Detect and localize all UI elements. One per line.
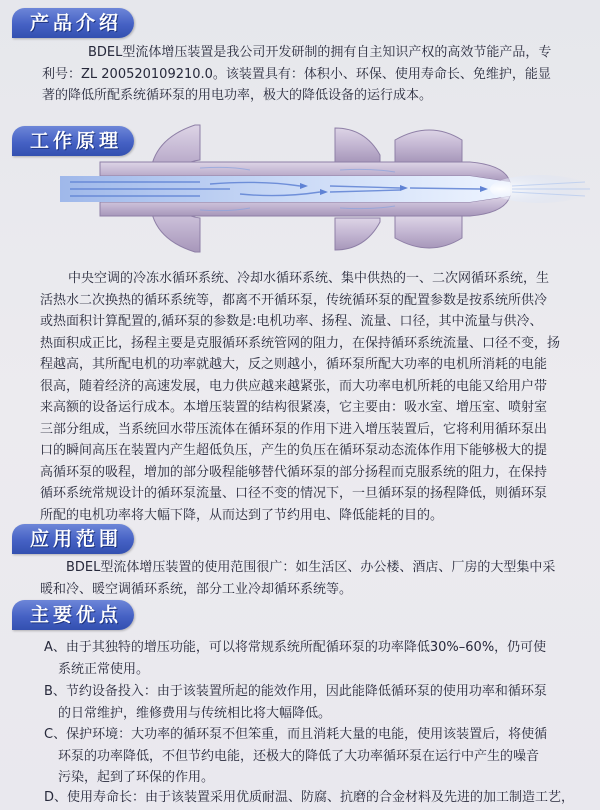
advantage-line: B、节约设备投入：由于该装置所起的能效作用，因此能降低循环泵的使用功率和循环泵 bbox=[44, 684, 547, 699]
section-heading-product-intro: 产品介绍 bbox=[12, 8, 134, 38]
advantage-line: A、由于其独特的增压功能，可以将常规系统所配循环泵的功率降低30%–60%，仍可使 bbox=[44, 640, 547, 655]
section-heading-application-scope: 应用范围 bbox=[12, 524, 134, 554]
product-intro-line: 著的降低所配系统循环泵的用电功率，极大的降低设备的运行成本。 bbox=[42, 88, 433, 103]
application-scope-text bbox=[40, 557, 580, 600]
working-principle-line: 三部分组成，当系统回水带压流体在循环泵的作用下进入增压装置后，它将利用循环泵出 bbox=[40, 421, 548, 437]
working-principle-line: 来高额的设备运行成本。本增压装置的结构很紧凑，它主要由：吸水室、增压室、喷射室 bbox=[40, 400, 548, 415]
booster-device-cross-section-icon bbox=[0, 110, 600, 260]
product-intro-text bbox=[42, 42, 580, 107]
advantage-line: 污染，起到了环保的作用。 bbox=[58, 770, 215, 785]
section-heading-working-principle: 工作原理 bbox=[12, 126, 134, 156]
advantage-line: 的日常维护，维修费用与传统相比将大幅降低。 bbox=[58, 705, 332, 721]
advantage-line: 系统正常使用。 bbox=[58, 661, 150, 677]
product-intro-line: 利号：ZL 200520109210.0。该装置具有：体积小、环保、使用寿命长、免维护，能显 bbox=[42, 66, 551, 82]
advantage-item-b bbox=[44, 681, 584, 724]
advantage-item-d bbox=[44, 787, 584, 809]
application-scope-line: BDEL型流体增压装置的使用范围很广：如生活区、办公楼、酒店、厂房的大型集中采 bbox=[66, 560, 556, 575]
advantage-item-a bbox=[44, 637, 584, 680]
working-principle-line: 或热面积计算配置的,循环泵的参数是:电机功率、扬程、流量、口径，其中流量与供冷、 bbox=[40, 314, 543, 329]
working-principle-line: 很高，随着经济的高速发展，电力供应越来越紧张，而大功率电机所耗的电能又给用户带 bbox=[40, 378, 548, 394]
working-principle-line: 高循环泵的吸程，增加的部分吸程能够替代循环泵的部分扬程而克服系统的阻力，在保持 bbox=[40, 464, 548, 480]
advantage-line: D、使用寿命长：由于该装置采用优质耐温、防腐、抗磨的合金材料及先进的加工制造工艺， bbox=[44, 790, 575, 805]
working-principle-text bbox=[40, 268, 580, 526]
working-principle-line: 中央空调的冷冻水循环系统、冷却水循环系统、集中供热的一、二次网循环系统，生 bbox=[68, 271, 550, 286]
section-heading-main-advantages: 主要优点 bbox=[12, 600, 134, 630]
working-principle-line: 热面积成正比，扬程主要是克服循环系统管网的阻力，在保持循环系统流量、口径不变，扬 bbox=[40, 335, 561, 351]
booster-device-diagram bbox=[0, 110, 600, 260]
application-scope-line: 暖和冷、暖空调循环系统，部分工业冷却循环系统等。 bbox=[40, 581, 353, 597]
advantage-line: C、保护环境：大功率的循环泵不但笨重，而且消耗大量的电能，使用该装置后，将使循 bbox=[44, 727, 548, 742]
product-intro-line: BDEL型流体增压装置是我公司开发研制的拥有自主知识产权的高效节能产品，专 bbox=[88, 45, 552, 60]
working-principle-line: 程越高，其所配电机的功率就越大，反之则越小，循环泵所配大功率的电机所消耗的电能 bbox=[40, 357, 548, 372]
working-principle-line: 所配的电机功率将大幅下降，从而达到了节约用电、降低能耗的目的。 bbox=[40, 507, 444, 523]
advantage-line: 环泵的功率降低，不但节约电能，还极大的降低了大功率循环泵在运行中产生的噪音 bbox=[58, 748, 540, 764]
working-principle-line: 活热水二次换热的循环系统等，都离不开循环泵，传统循环泵的配置参数是按系统所供冷 bbox=[40, 292, 548, 308]
working-principle-line: 循环系统常规设计的循环泵流量、口径不变的情况下，一旦循环泵的扬程降低，则循环泵 bbox=[40, 486, 548, 501]
advantage-item-c bbox=[44, 724, 584, 789]
working-principle-line: 口的瞬间高压在装置内产生超低负压，产生的负压在循环泵动态流体作用下能够极大的提 bbox=[40, 443, 548, 458]
